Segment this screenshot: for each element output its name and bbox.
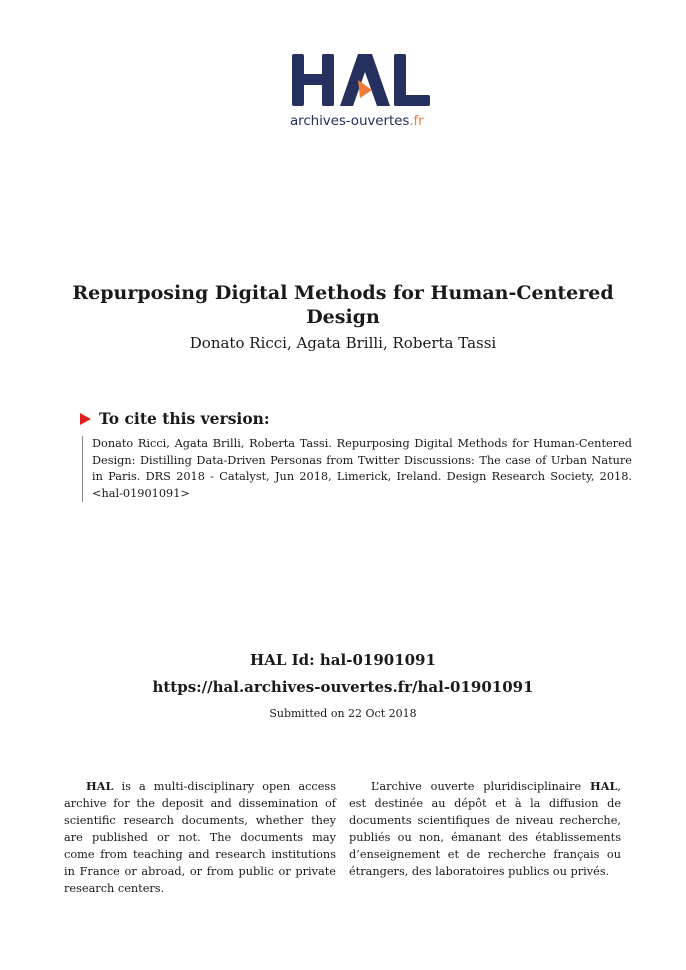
logo-caption-main: archives-ouvertes bbox=[290, 113, 410, 129]
french-notice-paragraph bbox=[349, 778, 621, 880]
cite-heading-text: To cite this version: bbox=[99, 409, 270, 428]
hal-url-link[interactable]: https://hal.archives-ouvertes.fr/hal-01901091 bbox=[152, 678, 534, 696]
citation-text: Donato Ricci, Agata Brilli, Roberta Tassi. Repurposing Digital Methods for Human-Centered Design: Distilling Data-Driven Personas from Twitter Discussions: The case of Urban Nature in Paris. DRS 2018 - Catalyst, Jun 2018, Limerick, Ireland. Design Research Society, 2018. <hal-01901091> bbox=[82, 436, 632, 502]
french-notice-lead: L’archive ouverte pluridisciplinaire bbox=[371, 780, 591, 793]
notice-hal-bold: HAL bbox=[86, 779, 114, 793]
paper-title: Repurposing Digital Methods for Human-Centered Design bbox=[72, 282, 614, 328]
hal-logo-mark bbox=[286, 50, 436, 110]
french-notice bbox=[349, 778, 621, 880]
hal-logo bbox=[286, 50, 436, 136]
cite-heading bbox=[80, 409, 270, 428]
logo-caption bbox=[286, 113, 440, 129]
notice-hal-bold-fr: HAL bbox=[590, 779, 618, 793]
hal-id: HAL Id: hal-01901091 bbox=[250, 651, 436, 669]
english-notice-paragraph bbox=[64, 778, 336, 897]
english-notice-text: is a multi-disciplinary open access archive for the deposit and dissemination of scientific research documents, whether they are published or not. The documents may come from teaching and research institutions in France or abroad, or from public or private research centers. bbox=[64, 780, 336, 895]
triangle-arrow-icon bbox=[80, 413, 91, 425]
english-notice bbox=[64, 778, 336, 897]
paper-authors: Donato Ricci, Agata Brilli, Roberta Tassi bbox=[189, 334, 497, 352]
french-notice-text: , est destinée au dépôt et à la diffusion de documents scientifiques de niveau recherche, publiés ou non, émanant des établissements d’enseignement et de recherche français ou étrangers, des laboratoires publics ou privés. bbox=[349, 780, 621, 878]
logo-caption-suffix: .fr bbox=[409, 113, 424, 129]
submission-date: Submitted on 22 Oct 2018 bbox=[269, 707, 417, 720]
